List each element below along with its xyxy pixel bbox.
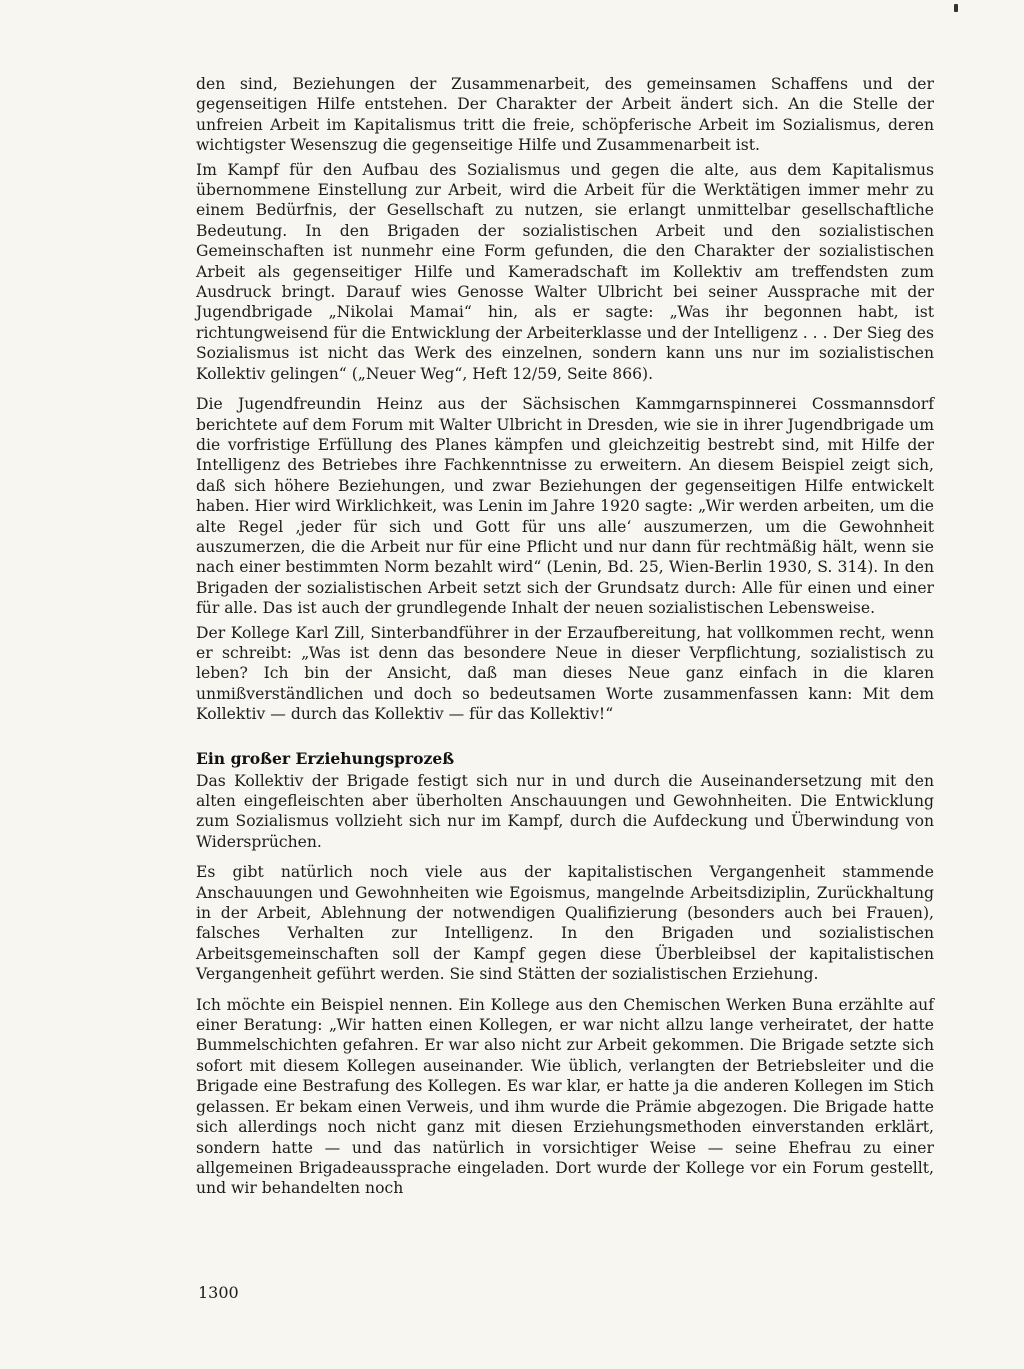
- paragraph-2: Im Kampf für den Aufbau des Sozialismus und gegen die alte, aus dem Kapitalismus übernommene Einstellung zur Arbeit, wird die Arbeit für die Werktätigen immer mehr zu einem Bedürfnis, der Gesellschaft zu nutzen, sie erlangt unmittelbar gesellschaftliche Bedeutung. In den Brigaden der sozialistischen Arbeit und den sozialistischen Gemeinschaften ist nunmehr eine Form gefunden, die den Charakter der sozialistischen Arbeit als gegenseitiger Hilfe und Kameradschaft im Kollektiv am treffendsten zum Ausdruck bringt. Darauf wies Genosse Walter Ulbricht bei seiner Aussprache mit der Jugendbrigade „Nikolai Mamai“ hin, als er sagte: „Was ihr begonnen habt, ist richtungweisend für die Entwicklung der Arbeiterklasse und der Intelligenz . . . Der Sieg des Sozialismus ist nicht das Werk des einzelnen, sondern kann uns nur im sozialistischen Kollektiv gelingen“ („Neuer Weg“, Heft 12/59, Seite 866).: [196, 160, 934, 383]
- paragraph-1: den sind, Beziehungen der Zusammenarbeit, des gemeinsamen Schaffens und der gegenseitigen Hilfe entstehen. Der Charakter der Arbeit ändert sich. An die Stelle der unfreien Arbeit im Kapitalismus tritt die freie, schöpferische Arbeit im Sozialismus, deren wichtigster Wesenszug die gegenseitige Hilfe und Zusammenarbeit ist.: [196, 75, 934, 155]
- page-body: [196, 74, 934, 1199]
- paragraph-6: Es gibt natürlich noch viele aus der kapitalistischen Vergangenheit stammende Anschauungen und Gewohnheiten wie Egoismus, mangelnde Arbeitsdiziplin, Zurückhaltung in der Arbeit, Ablehnung der notwendigen Qualifizierung (besonders auch bei Frauen), falsches Verhalten zur Intelligenz. In den Brigaden und sozialistischen Arbeitsgemeinschaften soll der Kampf gegen diese Überbleibsel der kapitalistischen Vergangenheit geführt werden. Sie sind Stätten der sozialistischen Erziehung.: [196, 863, 934, 984]
- paragraph-4: Der Kollege Karl Zill, Sinterbandführer in der Erzaufbereitung, hat vollkommen recht, wenn er schreibt: „Was ist denn das besondere Neue in dieser Verpflichtung, sozialistisch zu leben? Ich bin der Ansicht, daß man dieses Neue ganz einfach in die klaren unmißverständlichen und doch so bedeutsamen Worte zusammenfassen kann: Mit dem Kollektiv — durch das Kollektiv — für das Kollektiv!“: [196, 623, 934, 724]
- paragraph-7: Ich möchte ein Beispiel nennen. Ein Kollege aus den Chemischen Werken Buna erzählte auf einer Beratung: „Wir hatten einen Kollegen, er war nicht allzu lange verheiratet, der hatte Bummelschichten gefahren. Er war also nicht zur Arbeit gekommen. Die Brigade setzte sich sofort mit diesem Kollegen auseinander. Wie üblich, verlangten der Betriebsleiter und die Brigade eine Bestrafung des Kollegen. Es war klar, er hatte ja die anderen Kollegen im Stich gelassen. Er bekam einen Verweis, und ihm wurde die Prämie abgezogen. Die Brigade hatte sich allerdings noch nicht ganz mit diesen Erziehungsmethoden einverstanden erklärt, sondern hatte — und das natürlich in vorsichtiger Weise — seine Ehefrau zu einer allgemeinen Brigadeaussprache eingeladen. Dort wurde der Kollege vor ein Forum gestellt, und wir behandelten noch: [196, 995, 934, 1198]
- paragraph-5: Das Kollektiv der Brigade festigt sich nur in und durch die Auseinandersetzung mit den alten eingefleischten aber überholten Anschauungen und Gewohnheiten. Die Entwicklung zum Sozialismus vollzieht sich nur im Kampf, durch die Aufdeckung und Überwindung von Widersprüchen.: [196, 771, 934, 851]
- scan-mark: [954, 4, 958, 12]
- page-number: 1300: [198, 1283, 239, 1302]
- section-heading: Ein großer Erziehungsprozeß: [196, 748, 455, 768]
- paragraph-3: Die Jugendfreundin Heinz aus der Sächsischen Kammgarnspinnerei Cossmannsdorf berichtete auf dem Forum mit Walter Ulbricht in Dresden, wie sie in ihrer Jugendbrigade um die vorfristige Erfüllung des Planes kämpfen und gleichzeitig bestrebt sind, mit Hilfe der Intelligenz des Betriebes ihre Fachkenntnisse zu erweitern. An diesem Beispiel zeigt sich, daß sich höhere Beziehungen, und zwar Beziehungen der gegenseitigen Hilfe entwickelt haben. Hier wird Wirklichkeit, was Lenin im Jahre 1920 sagte: „Wir werden arbeiten, um die alte Regel ‚jeder für sich und Gott für uns alle‘ auszumerzen, um die Gewohnheit auszumerzen, die die Arbeit nur für eine Pflicht und nur dann für rechtmäßig hält, wenn sie nach einer bestimmten Norm bezahlt wird“ (Lenin, Bd. 25, Wien-Berlin 1930, S. 314). In den Brigaden der sozialistischen Arbeit setzt sich der Grundsatz durch: Alle für einen und einer für alle. Das ist auch der grundlegende Inhalt der neuen sozialistischen Lebensweise.: [196, 395, 934, 618]
